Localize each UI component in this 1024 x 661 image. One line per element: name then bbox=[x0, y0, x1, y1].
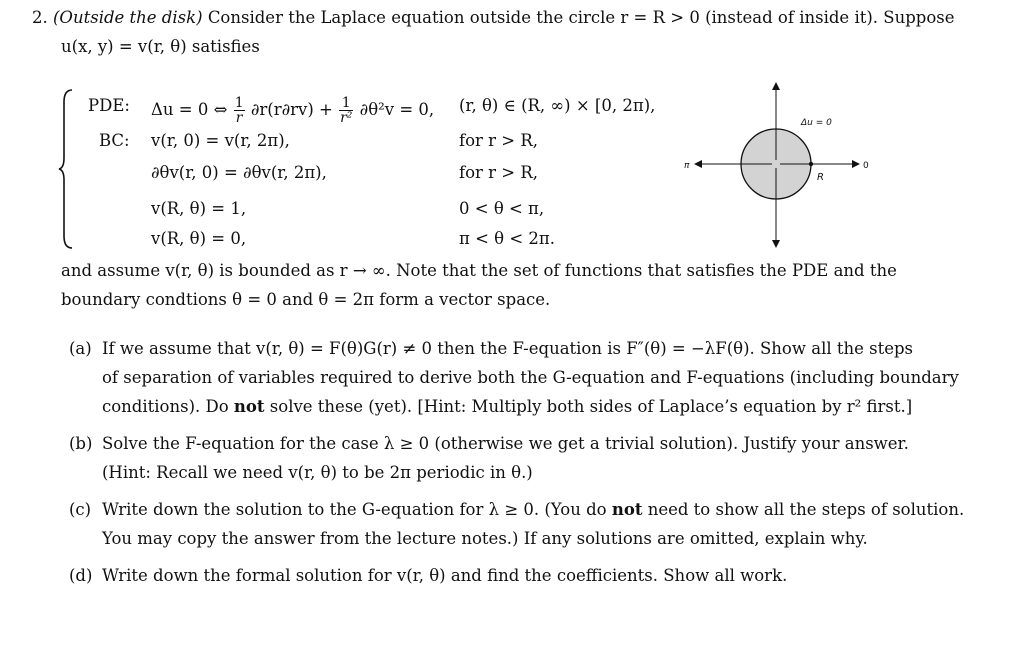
problem-intro-line2: u(x, y) = v(r, θ) satisfies bbox=[61, 37, 260, 56]
part-b-line2: (Hint: Recall we need v(r, θ) to be 2π periodic in θ.) bbox=[102, 463, 533, 482]
bc-label: BC: bbox=[99, 131, 130, 150]
zero-label: 0 bbox=[863, 161, 869, 171]
system-brace bbox=[58, 88, 74, 250]
problem-intro-line1: Consider the Laplace equation outside the circle r = R > 0 (instead of inside it). Suppose bbox=[207, 8, 955, 27]
problem-title: (Outside the disk) bbox=[53, 8, 203, 27]
part-c-label: (c) bbox=[69, 500, 92, 519]
part-a-label: (a) bbox=[69, 339, 92, 358]
bc-2: ∂θv(r, 0) = ∂θv(r, 2π), bbox=[151, 163, 327, 182]
disk-diagram bbox=[668, 78, 888, 250]
assume-line1: and assume v(r, θ) is bounded as r → ∞. Note that the set of functions that satisfies the PDE and the bbox=[61, 261, 897, 280]
laplace-label: Δu = 0 bbox=[801, 118, 832, 128]
pde-equation bbox=[151, 96, 434, 125]
assume-line2: boundary condtions θ = 0 and θ = 2π form a vector space. bbox=[61, 290, 551, 309]
part-c-line1: Write down the solution to the G-equation for λ ≥ 0. (You do not need to show all the steps of solution. bbox=[102, 500, 965, 519]
bc-2-condition: for r > R, bbox=[459, 163, 539, 182]
pde-domain: (r, θ) ∈ (R, ∞) × [0, 2π), bbox=[459, 96, 656, 115]
part-a-line2: of separation of variables required to derive both the G-equation and F-equations (including boundary bbox=[102, 368, 959, 387]
radius-point bbox=[809, 162, 813, 166]
bc-4: v(R, θ) = 0, bbox=[151, 229, 247, 248]
part-c-line2: You may copy the answer from the lecture notes.) If any solutions are omitted, explain why. bbox=[102, 529, 868, 548]
bc-1: v(r, 0) = v(r, 2π), bbox=[151, 131, 290, 150]
pde-rhs: ∂θ²v = 0, bbox=[359, 100, 435, 119]
bc-3-condition: 0 < θ < π, bbox=[459, 199, 545, 218]
pde-lhs: Δu = 0 ⇔ bbox=[151, 100, 228, 119]
part-d-label: (d) bbox=[69, 566, 93, 585]
part-a-line3: conditions). Do not solve these (yet). [Hint: Multiply both sides of Laplace’s equation by r² first.] bbox=[102, 397, 913, 416]
pde-label: PDE: bbox=[88, 96, 130, 115]
pde-mid: ∂r(r∂rv) + bbox=[250, 100, 333, 119]
problem-header bbox=[32, 8, 955, 28]
bc-1-condition: for r > R, bbox=[459, 131, 539, 150]
bc-4-condition: π < θ < 2π. bbox=[459, 229, 555, 248]
pde-frac-1: $\frac{1}{r}$ bbox=[234, 95, 244, 126]
bc-3: v(R, θ) = 1, bbox=[151, 199, 247, 218]
pde-frac-2: $\frac{1}{\text{r²}}$ bbox=[340, 95, 353, 126]
part-d-line1: Write down the formal solution for v(r, θ) and find the coefficients. Show all work. bbox=[102, 566, 788, 585]
problem-number: 2. bbox=[32, 8, 48, 27]
part-b-line1: Solve the F-equation for the case λ ≥ 0 (otherwise we get a trivial solution). Justify your answer. bbox=[102, 434, 909, 453]
pi-label: π bbox=[684, 161, 690, 171]
radius-label: R bbox=[817, 172, 824, 183]
part-a-line1: If we assume that v(r, θ) = F(θ)G(r) ≠ 0 then the F-equation is F″(θ) = −λF(θ). Show all the steps bbox=[102, 339, 914, 358]
part-b-label: (b) bbox=[69, 434, 93, 453]
